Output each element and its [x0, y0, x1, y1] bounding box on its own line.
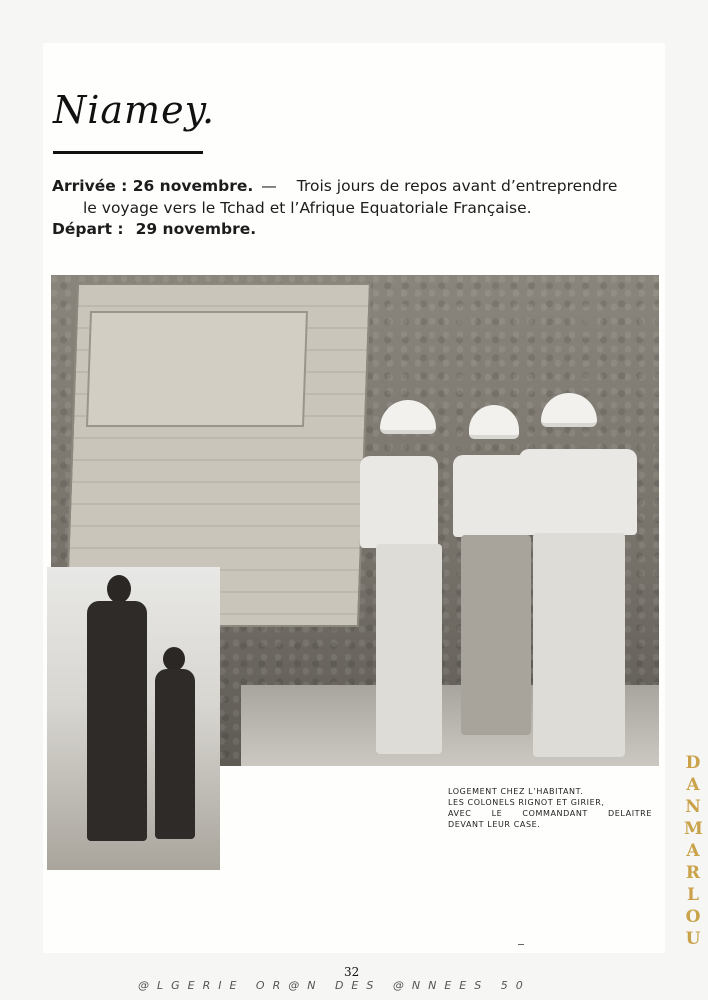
officer-right — [517, 393, 641, 763]
caption-line-2: LES COLONELS RIGNOT ET GIRIER, — [448, 798, 605, 807]
arrival-label: Arrivée : 26 novembre. — [52, 177, 254, 195]
page-title: Niamey. — [53, 88, 216, 132]
caption-line-1: LOGEMENT CHEZ L’HABITANT. — [448, 787, 584, 796]
arrival-dash: — — [261, 177, 277, 195]
departure-line — [52, 220, 256, 238]
photo-caption — [448, 786, 652, 830]
arrival-line — [52, 177, 617, 195]
officer-left — [356, 400, 466, 760]
arrival-text-1: Trois jours de repos avant d’entreprendre — [296, 177, 618, 195]
child-figure — [155, 669, 195, 839]
page-number: 32 — [344, 965, 360, 979]
woman-figure — [87, 601, 147, 841]
departure-label: Départ : — [52, 220, 124, 238]
footer-text: @LGERIE OR@N DES @NNEES 50 — [138, 979, 531, 992]
title-underline — [53, 151, 203, 154]
watermark: DANMARLOU — [684, 753, 703, 949]
pith-helmet-icon — [541, 393, 597, 427]
pith-helmet-icon — [380, 400, 436, 434]
caption-line-3: AVEC LE COMMANDANT DELAITRE — [448, 809, 652, 818]
inset-photo — [47, 567, 220, 870]
caption-line-4: DEVANT LEUR CASE. — [448, 820, 541, 829]
arrival-text-2: le voyage vers le Tchad et l’Afrique Equatoriale Française. — [83, 199, 532, 217]
pith-helmet-icon — [469, 405, 519, 439]
departure-date: 29 novembre. — [135, 220, 257, 238]
